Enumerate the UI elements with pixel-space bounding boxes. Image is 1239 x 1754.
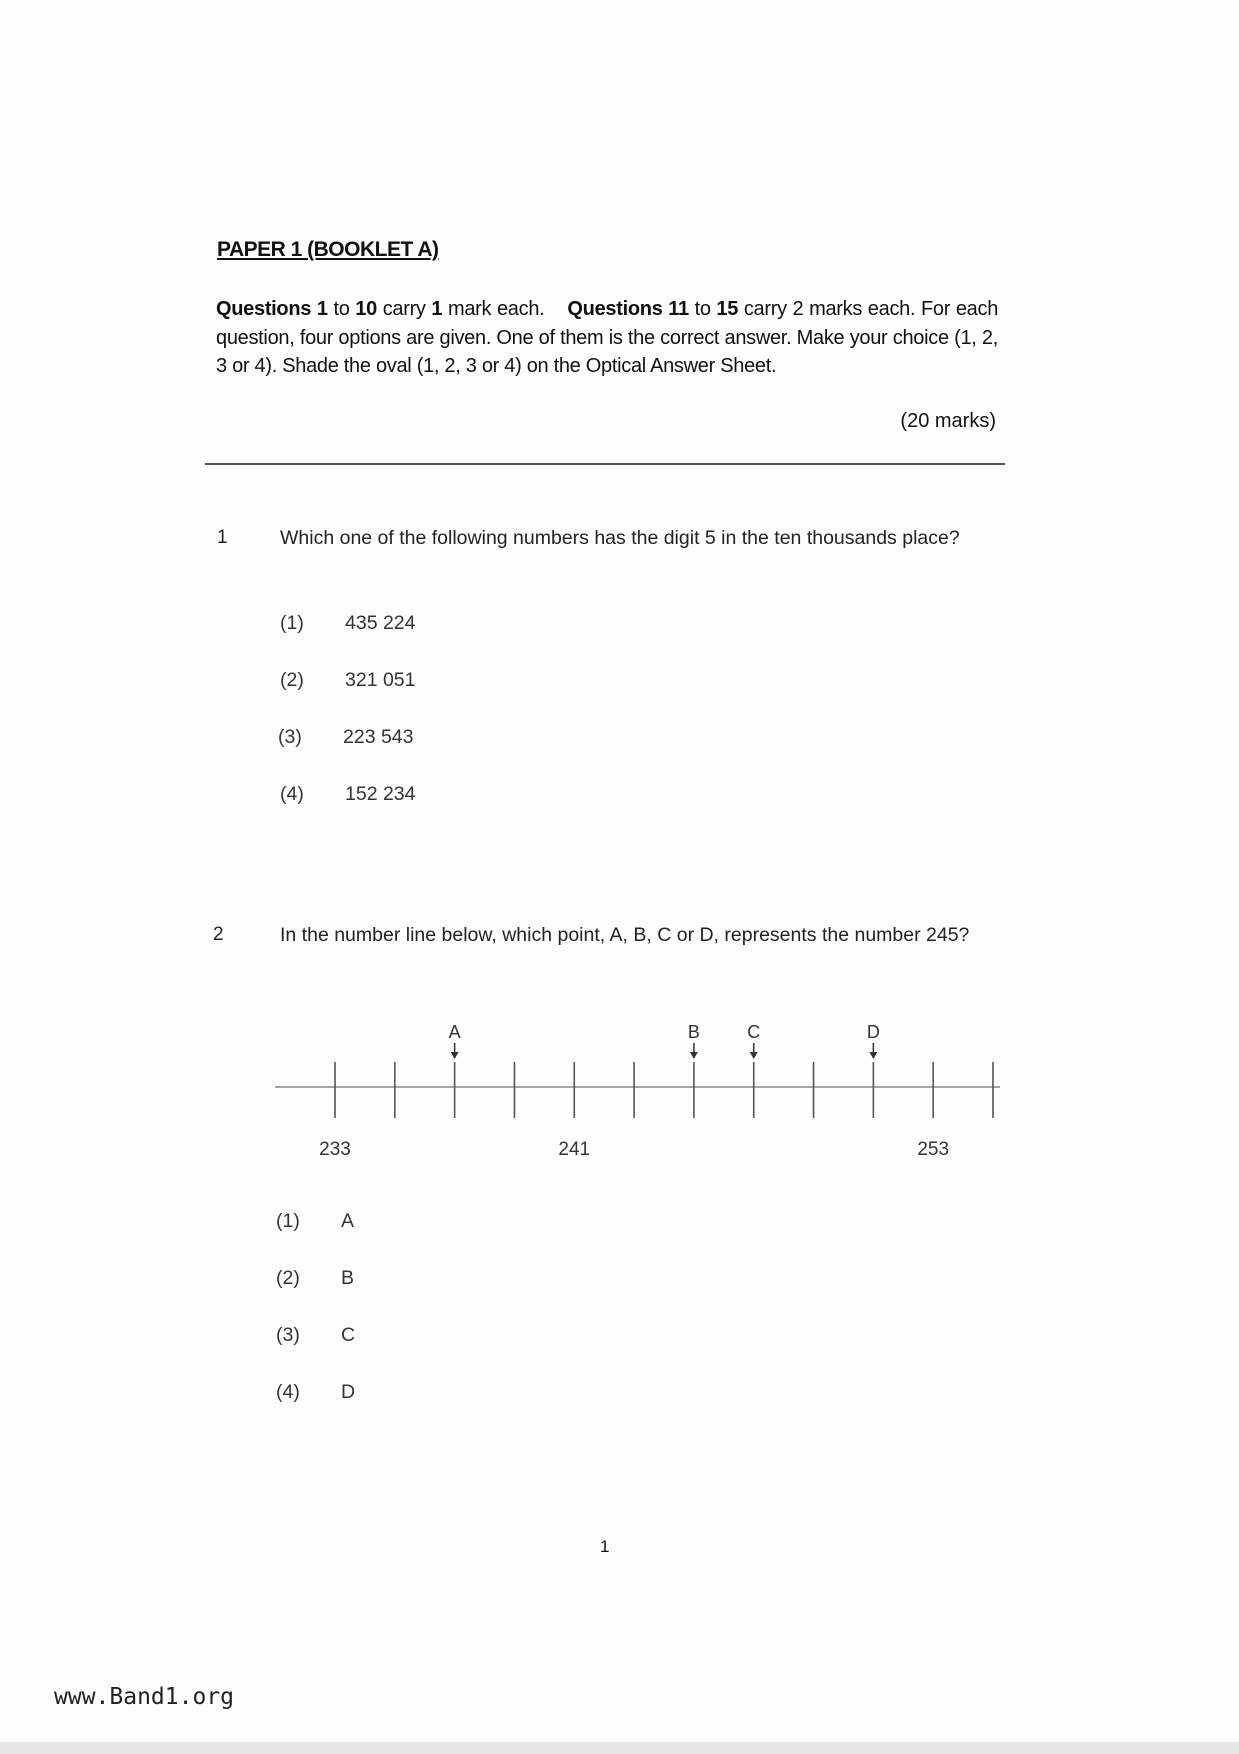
option-value: B: [341, 1267, 355, 1289]
instr-text: to: [688, 298, 717, 320]
point-label: C: [747, 1022, 761, 1042]
option: [276, 1267, 354, 1290]
option-label: (4): [280, 783, 304, 805]
instr-text: 1: [431, 298, 443, 320]
instr-text: 1: [316, 298, 328, 320]
tick-label: 241: [558, 1139, 591, 1160]
option: [276, 1324, 355, 1347]
instr-text: 11: [668, 298, 689, 320]
arrow-icon: [451, 1052, 459, 1059]
option-value: C: [341, 1324, 356, 1346]
instr-text: to: [327, 298, 356, 320]
point-label: A: [448, 1022, 461, 1042]
tick-label: 253: [917, 1139, 950, 1160]
page-number: 1: [600, 1537, 610, 1556]
option-label: (1): [280, 612, 304, 634]
option-label: (2): [280, 669, 304, 691]
arrow-icon: [869, 1052, 877, 1059]
option: [276, 1210, 354, 1233]
instr-text: For each question, four options are given. One of them is the correct answer. Make your choice (1, 2, 3 or 4). Shade the oval (1, 2, 3 or 4) on the Optical Answer Sheet.: [216, 298, 999, 377]
page-title: PAPER 1 (BOOKLET A): [217, 238, 439, 261]
option-label: (1): [276, 1210, 300, 1232]
option-label: (3): [276, 1324, 300, 1346]
question-text: Which one of the following numbers has the digit 5 in the ten thousands place?: [280, 527, 960, 549]
instr-text: mark each.: [442, 298, 545, 320]
option-value: D: [341, 1381, 356, 1403]
instr-text: carry 2 marks each.: [738, 298, 916, 320]
question-text: In the number line below, which point, A, B, C or D, represents the number 245?: [280, 924, 970, 946]
option-value: A: [341, 1210, 355, 1232]
question-number: 1: [217, 527, 228, 548]
option-value: 435 224: [345, 612, 416, 634]
point-label: D: [866, 1022, 880, 1042]
instr-text: Questions: [567, 298, 663, 320]
option-label: (4): [276, 1381, 300, 1403]
tick-label: 233: [319, 1139, 351, 1160]
option-value: 223 543: [343, 726, 414, 748]
question-number: 2: [213, 924, 224, 945]
instr-text: 15: [716, 298, 739, 320]
instr-text: carry: [376, 298, 432, 320]
instr-text: Questions: [216, 298, 312, 320]
option-value: 152 234: [345, 783, 416, 805]
option-label: (3): [278, 726, 302, 748]
instr-text: 10: [355, 298, 377, 320]
option-value: 321 051: [345, 669, 416, 691]
arrow-icon: [690, 1052, 698, 1059]
option: [276, 1381, 355, 1404]
point-label: B: [687, 1022, 700, 1042]
scan-edge: [0, 1742, 1239, 1754]
watermark: www.Band1.org: [54, 1684, 235, 1710]
total-marks: (20 marks): [900, 410, 996, 432]
arrow-icon: [750, 1052, 758, 1059]
option-label: (2): [276, 1267, 300, 1289]
